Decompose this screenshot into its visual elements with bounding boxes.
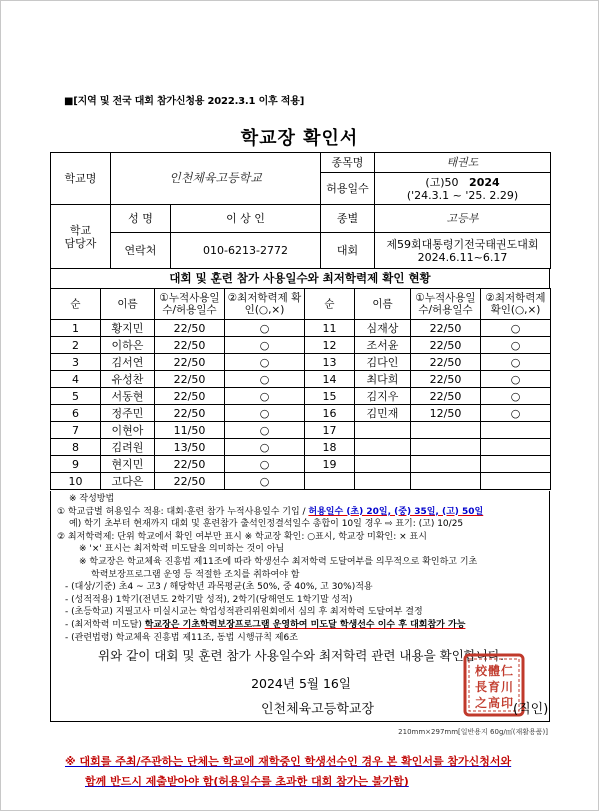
student-no: 7	[51, 422, 101, 439]
competition-value: 제59회대통령기전국태권도대회	[386, 237, 539, 251]
col-header-no: 순	[305, 289, 355, 320]
allowed-value: (고)50	[425, 175, 459, 189]
student-min-grade-check: ○	[225, 456, 305, 473]
student-no: 3	[51, 354, 101, 371]
svg-text:仁: 仁	[500, 664, 514, 678]
student-name: 고다은	[101, 473, 155, 490]
student-no	[305, 473, 355, 490]
student-name	[355, 422, 411, 439]
table-row	[51, 422, 551, 439]
table-row	[51, 388, 551, 405]
student-name: 서동현	[101, 388, 155, 405]
student-name: 김서연	[101, 354, 155, 371]
table-row	[51, 405, 551, 422]
student-name: 황지민	[101, 320, 155, 337]
student-min-grade-check	[481, 422, 551, 439]
svg-text:育: 育	[487, 680, 501, 694]
event-label: 종목명	[321, 153, 375, 173]
student-days: 22/50	[411, 388, 481, 405]
student-days: 22/50	[155, 456, 225, 473]
student-days	[411, 473, 481, 490]
student-name: 심재상	[355, 320, 411, 337]
note-line: - (최저학력 미도달) 학교장은 기초학력보장프로그램 운영하여 미도달 학생선수 이수 후 대회참가 가능	[65, 619, 466, 630]
student-no: 6	[51, 405, 101, 422]
svg-text:體: 體	[487, 664, 501, 678]
page-title: 학교장 확인서	[240, 128, 359, 149]
student-no: 4	[51, 371, 101, 388]
note-line: ① 학교급별 허용일수 적용: 대회·훈련 참가 누적사용일수 기입 / 허용일수 (초) 20일, (중) 35일, (고) 50일	[57, 506, 484, 517]
note-line: ※ 학교장은 학교체육 진흥법 제11조에 따라 학생선수 최저학력 도달여부를 의무적으로 확인하고 기초	[79, 556, 478, 567]
student-min-grade-check: ○	[225, 320, 305, 337]
student-min-grade-check: ○	[481, 405, 551, 422]
table-row	[51, 456, 551, 473]
competition-cell	[375, 233, 551, 269]
competition-dates: 2024.6.11~6.17	[417, 250, 508, 264]
col-header-days: ①누적사용일수/허용일수	[155, 289, 225, 320]
svg-text:川: 川	[500, 680, 514, 694]
student-days: 22/50	[411, 371, 481, 388]
student-no: 1	[51, 320, 101, 337]
student-days: 22/50	[155, 354, 225, 371]
student-days: 12/50	[411, 405, 481, 422]
contact-label: 연락처	[111, 233, 171, 269]
student-days: 22/50	[155, 405, 225, 422]
student-min-grade-check: ○	[481, 320, 551, 337]
student-no: 17	[305, 422, 355, 439]
student-name: 정주민	[101, 405, 155, 422]
note-line: - (성적적용) 1학기(전년도 2학기말 성적), 2학기(당해연도 1학기말 성적)	[65, 594, 353, 605]
confirmation-section	[50, 641, 550, 722]
paper-size-note: 210mm×297mm[일반용지 60g/㎡(재활용품)]	[398, 728, 548, 736]
student-name: 유성찬	[101, 371, 155, 388]
min-grade-highlight: 학교장은 기초학력보장프로그램 운영하여 미도달 학생선수 이수 후 대회참가 가능	[144, 619, 466, 630]
student-name	[355, 473, 411, 490]
student-name: 현지민	[101, 456, 155, 473]
name-value: 이 상 인	[171, 205, 321, 233]
competition-label: 대회	[321, 233, 375, 269]
note-line: 예) 학기 초부터 현재까지 대회 및 훈련참가 출석인정결석일수 총합이 10일 경우 ⇨ 표기: (고) 10/25	[69, 519, 464, 530]
student-days: 22/50	[155, 473, 225, 490]
student-days: 22/50	[411, 320, 481, 337]
student-min-grade-check	[481, 473, 551, 490]
table-row	[51, 371, 551, 388]
student-days: 22/50	[155, 337, 225, 354]
student-no: 15	[305, 388, 355, 405]
student-name: 이하은	[101, 337, 155, 354]
student-no: 19	[305, 456, 355, 473]
section-subtitle: 대회 및 훈련 참가 사용일수와 최저학력제 확인 현황	[50, 268, 550, 288]
allowed-label: 허용일수	[321, 173, 375, 205]
student-days: 22/50	[411, 337, 481, 354]
student-no: 18	[305, 439, 355, 456]
student-min-grade-check: ○	[481, 388, 551, 405]
student-days	[411, 456, 481, 473]
student-min-grade-check: ○	[225, 337, 305, 354]
confirmation-date: 2024년 5월 16일	[251, 676, 351, 691]
event-value: 태권도	[375, 153, 551, 173]
school-label: 학교명	[51, 153, 111, 205]
student-min-grade-check: ○	[481, 354, 551, 371]
student-min-grade-check: ○	[225, 422, 305, 439]
table-row	[51, 320, 551, 337]
table-row	[51, 473, 551, 490]
note-line: - (초등학교) 지필고사 미실시교는 학업성적관리위원회에서 심의 후 최저학력 도달여부 결정	[65, 607, 423, 618]
student-min-grade-check: ○	[225, 388, 305, 405]
student-name	[355, 456, 411, 473]
student-table	[50, 288, 551, 490]
contact-value: 010-6213-2772	[171, 233, 321, 269]
submission-notice	[65, 752, 545, 792]
student-name	[355, 439, 411, 456]
student-no: 8	[51, 439, 101, 456]
svg-text:印: 印	[500, 696, 514, 710]
info-table	[50, 152, 551, 269]
col-header-min-grade: ②최저학력제 확인(○,×)	[481, 289, 551, 320]
svg-text:長: 長	[474, 680, 488, 694]
svg-text:高: 高	[487, 696, 501, 710]
student-no: 5	[51, 388, 101, 405]
student-days	[411, 439, 481, 456]
principal-name: 인천체육고등학교장	[261, 702, 375, 717]
student-no: 13	[305, 354, 355, 371]
col-header-min-grade: ②최저학력제 확인(○,×)	[225, 289, 305, 320]
table-row	[51, 337, 551, 354]
student-min-grade-check: ○	[481, 337, 551, 354]
student-name: 조서윤	[355, 337, 411, 354]
note-line: ※ '×' 표시는 최저학력 미도달을 의미하는 것이 아님	[79, 544, 285, 555]
col-header-name: 이름	[355, 289, 411, 320]
col-header-name: 이름	[101, 289, 155, 320]
allowed-year: 2024	[469, 175, 500, 189]
student-min-grade-check: ○	[225, 371, 305, 388]
school-value: 인천체육고등학교	[111, 153, 321, 205]
student-name: 김려원	[101, 439, 155, 456]
note-line: - (대상/기준) 초4 ~ 고3 / 해당학년 과목평균(초 50%, 중 40%, 고 30%)적용	[65, 582, 373, 593]
student-min-grade-check: ○	[225, 439, 305, 456]
col-header-days: ①누적사용일수/허용일수	[411, 289, 481, 320]
allowed-cell	[375, 173, 551, 205]
student-days: 22/50	[411, 354, 481, 371]
instructions-section	[50, 491, 550, 641]
student-days: 22/50	[155, 388, 225, 405]
student-days: 22/50	[155, 320, 225, 337]
student-no: 10	[51, 473, 101, 490]
name-label: 성 명	[111, 205, 171, 233]
student-name: 이현아	[101, 422, 155, 439]
header-note: ■[지역 및 전국 대회 참가신청용 2022.3.1 이후 적용]	[64, 96, 305, 107]
student-min-grade-check: ○	[225, 473, 305, 490]
student-days: 22/50	[155, 371, 225, 388]
notes-title: ※ 작성방법	[69, 494, 115, 504]
student-no: 12	[305, 337, 355, 354]
student-min-grade-check	[481, 439, 551, 456]
student-days: 11/50	[155, 422, 225, 439]
student-name: 김다인	[355, 354, 411, 371]
allowed-period: ('24.3.1 ~ '25. 2.29)	[406, 188, 519, 202]
student-name: 최다희	[355, 371, 411, 388]
category-label: 종별	[321, 205, 375, 233]
student-no: 9	[51, 456, 101, 473]
student-min-grade-check: ○	[225, 405, 305, 422]
student-min-grade-check	[481, 456, 551, 473]
student-min-grade-check: ○	[481, 371, 551, 388]
note-line: ② 최저학력제: 단위 학교에서 확인 여부만 표시 ※ 학교장 확인: ○표시, 학교장 미확인: × 표시	[57, 531, 427, 542]
category-value: 고등부	[375, 205, 551, 233]
confirmation-text: 위와 같이 대회 및 훈련 참가 사용일수와 최저학력 관련 내용을 확인합니다.	[98, 648, 504, 663]
allowed-days-highlight: 허용일수 (초) 20일, (중) 35일, (고) 50일	[308, 506, 484, 517]
student-days: 13/50	[155, 439, 225, 456]
svg-text:之: 之	[474, 696, 488, 710]
official-seal-label: (직인)	[513, 702, 549, 717]
student-no: 14	[305, 371, 355, 388]
table-row	[51, 354, 551, 371]
col-header-no: 순	[51, 289, 101, 320]
note-line: - (관련법령) 학교체육 진흥법 제11조, 동법 시행규칙 제6조	[65, 632, 298, 643]
student-no: 16	[305, 405, 355, 422]
student-no: 11	[305, 320, 355, 337]
student-name: 김지우	[355, 388, 411, 405]
student-name: 김민재	[355, 405, 411, 422]
manager-label: 학교 담당자	[51, 205, 111, 269]
table-row	[51, 439, 551, 456]
submission-notice-line-2: 함께 반드시 제출받아야 함(허용일수를 초과한 대회 참가는 불가함)	[85, 775, 409, 788]
submission-notice-line-1: ※ 대회를 주최/주관하는 단체는 학교에 재학중인 학생선수인 경우 본 확인서를 참가신청서와	[65, 755, 512, 768]
svg-text:校: 校	[474, 664, 488, 678]
student-days	[411, 422, 481, 439]
student-no: 2	[51, 337, 101, 354]
student-min-grade-check: ○	[225, 354, 305, 371]
note-line: 학력보장프로그램 운영 등 적절한 조치를 취하여야 함	[91, 569, 300, 580]
